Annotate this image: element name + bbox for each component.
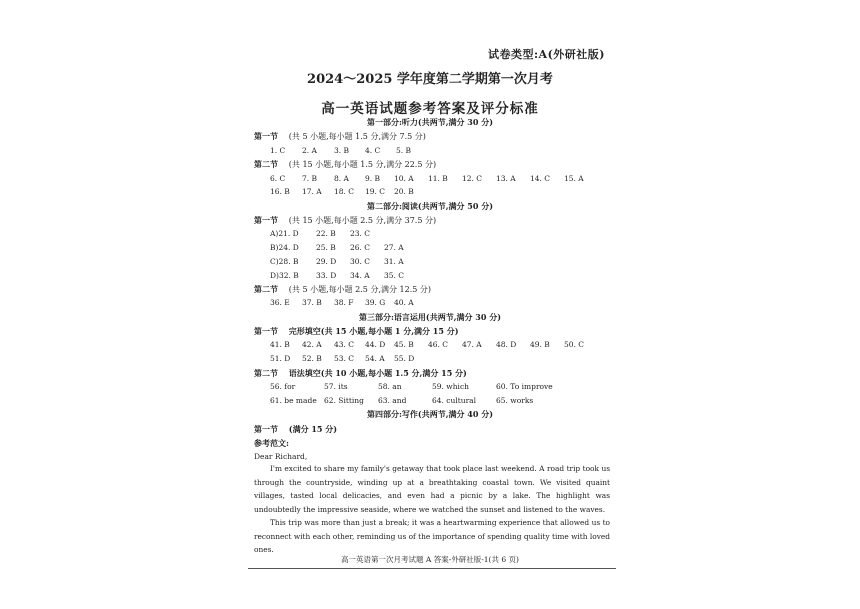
answer: 65. works [496,396,534,405]
answer: 44. D [365,340,386,349]
answer: A)21. D [270,229,299,238]
section-desc: (共 15 小题,每小题 2.5 分,满分 37.5 分) [288,216,437,225]
answer: 10. A [394,174,414,183]
answer: 41. B [270,340,290,349]
answer: 34. A [350,271,370,280]
section-label: 第二节 [254,284,278,294]
answer: 22. B [316,229,336,238]
part2-sec1-heading [254,215,436,226]
answer: 9. B [365,174,381,183]
answer: 61. be made [270,396,317,405]
answer: 19. C [365,187,386,196]
answer: 36. E [270,298,290,307]
answer: 26. C [350,243,371,252]
answer: 62. Sitting [324,396,364,405]
section-label: 第二节 [254,159,278,169]
answer: 17. A [302,187,322,196]
answer: 43. C [334,340,355,349]
answer: 30. C [350,257,371,266]
answer: 50. C [564,340,585,349]
answer: 39. G [365,298,386,307]
answer: 37. B [302,298,322,307]
answer: 56. for [270,382,296,391]
answer: 64. cultural [432,396,477,405]
answer: 45. B [394,340,414,349]
section-label: 第一节 [254,131,278,141]
answer: 20. B [394,187,414,196]
answer-key-subtitle: 高一英语试题参考答案及评分标准 [321,101,539,117]
section-label: 第一节 [254,424,278,434]
part1-sec1-heading [254,131,426,142]
part4-sec1-heading [254,424,337,435]
answer: 46. C [428,340,449,349]
answer: 33. D [316,271,337,280]
paper-type: 试卷类型:A(外研社版) [488,48,606,61]
answer: 6. C [270,174,286,183]
section-label: 第二节 [254,368,278,378]
answer: 5. B [396,146,412,155]
part3-heading: 第三部分:语言运用(共两节,满分 30 分) [358,312,501,322]
answer: 59. which [432,382,469,391]
section-desc: (共 5 小题,每小题 1.5 分,满分 7.5 分) [288,132,426,141]
answer: 25. B [316,243,336,252]
section-desc: (共 5 小题,每小题 2.5 分,满分 12.5 分) [288,285,432,294]
part4-heading: 第四部分:写作(共两节,满分 40 分) [366,409,493,419]
page-footer: 高一英语第一次月考试题 A 答案-外研社版-1(共 6 页) [341,555,519,564]
answer: 12. C [462,174,483,183]
part2-sec2-heading [254,284,431,295]
answer: 38. F [334,298,354,307]
essay-paragraph-1: I'm excited to share my family's getaway that took place last weekend. A road trip took us through the countryside, winding up at a breathtaking coastal town. We visited quaint villages, tasted local delicacies, and even had a picnic by a lake. The highlight was undoubtedly the impressive seaside, where we watched the sunset and listened to the waves. [254,464,610,514]
answer: 54. A [365,354,385,363]
answer: 55. D [394,354,415,363]
answer: 1. C [270,146,286,155]
letter-salutation: Dear Richard, [254,452,308,461]
part3-sec2-heading [254,368,467,379]
answer: C)28. B [270,257,299,266]
section-desc: (满分 15 分) [288,424,338,434]
answer: B)24. D [270,243,299,252]
answer: 53. C [334,354,355,363]
answer: 8. A [334,174,349,183]
answer: 27. A [384,243,404,252]
answer: 15. A [564,174,584,183]
answer: 58. an [378,382,402,391]
part1-heading: 第一部分:听力(共两节,满分 30 分) [366,117,493,127]
footer-rule [248,568,616,569]
answer: 7. B [302,174,318,183]
answer: 16. B [270,187,290,196]
section-desc: 语法填空(共 10 小题,每小题 1.5 分,满分 15 分) [288,368,467,378]
answer: 52. B [302,354,322,363]
answer: 29. D [316,257,337,266]
answer: 2. A [302,146,317,155]
exam-title: 2024～2025 学年度第二学期第一次月考 [307,72,553,87]
essay-paragraph-2: This trip was more than just a break; it was a heartwarming experience that allowed us to reconnect with each other, reminding us of the importance of spending quality time with loved ones. [254,518,610,554]
sample-essay-label: 参考范文: [254,438,289,448]
answer: 57. its [324,382,348,391]
section-label: 第一节 [254,215,278,225]
part2-heading: 第二部分:阅读(共两节,满分 50 分) [366,201,493,211]
answer: 51. D [270,354,291,363]
part3-sec1-heading [254,326,458,337]
section-label: 第一节 [254,326,278,336]
answer: 35. C [384,271,405,280]
section-desc: 完形填空(共 15 小题,每小题 1 分,满分 15 分) [288,326,459,336]
answer: 31. A [384,257,404,266]
answer: D)32. B [270,271,299,280]
answer: 23. C [350,229,371,238]
answer: 11. B [428,174,448,183]
answer: 42. A [302,340,322,349]
answer: 18. C [334,187,355,196]
part1-sec2-heading [254,159,436,170]
answer: 13. A [496,174,516,183]
answer: 49. B [530,340,550,349]
answer: 3. B [334,146,350,155]
answer: 14. C [530,174,551,183]
answer: 60. To improve [496,382,553,391]
answer: 47. A [462,340,482,349]
answer: 4. C [365,146,381,155]
answer: 48. D [496,340,517,349]
section-desc: (共 15 小题,每小题 1.5 分,满分 22.5 分) [288,160,437,169]
answer: 40. A [394,298,414,307]
answer: 63. and [378,396,407,405]
